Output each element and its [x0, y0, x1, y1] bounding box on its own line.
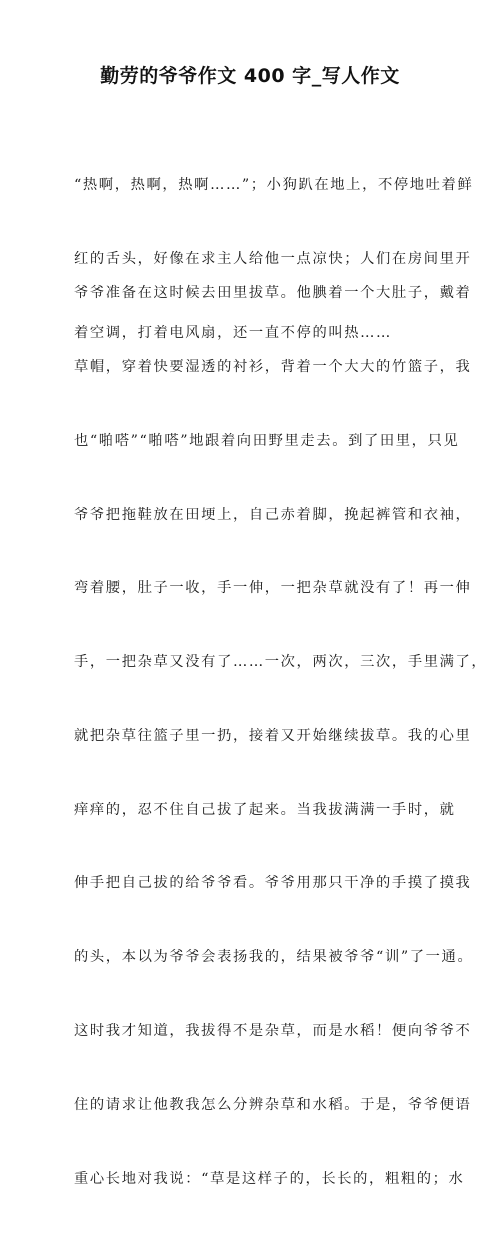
paragraph-line: 住的请求让他教我怎么分辨杂草和水稻。于是，爷爷便语 — [74, 1096, 472, 1113]
paragraph-line: 手，一把杂草又没有了……一次，两次，三次，手里满了， — [74, 654, 488, 671]
article-title: 勤劳的爷爷作文 400 字_写人作文 — [100, 65, 400, 87]
paragraph-line: 这时我才知道，我拔得不是杂草，而是水稻！便向爷爷不 — [74, 1023, 472, 1039]
paragraph-line: 爷爷准备在这时候去田里拔草。他腆着一个大肚子，戴着 — [74, 285, 472, 302]
paragraph-line: 就把杂草往篮子里一扔，接着又开始继续拔草。我的心里 — [74, 727, 472, 744]
paragraph-line: “热啊，热啊，热啊……”；小狗趴在地上，不停地吐着鲜 — [74, 177, 474, 194]
paragraph-line: 弯着腰，肚子一收，手一伸，一把杂草就没有了！再一伸 — [74, 580, 472, 597]
paragraph-line: 草帽，穿着快要湿透的衬衫，背着一个大大的竹篮子，我 — [74, 358, 472, 375]
paragraph-line: 伸手把自己拔的给爷爷看。爷爷用那只干净的手摸了摸我 — [74, 875, 472, 892]
paragraph-line: 爷爷把拖鞋放在田埂上，自己赤着脚，挽起裤管和衣袖， — [74, 506, 472, 523]
paragraph-line: 重心长地对我说：“草是这样子的，长长的，粗粗的；水 — [74, 1170, 465, 1187]
paragraph-line: 着空调，打着电风扇，还一直不停的叫热…… — [74, 324, 392, 341]
paragraph-2 — [74, 232, 488, 1240]
paragraph-line: 痒痒的，忍不住自己拔了起来。当我拔满满一手时，就 — [74, 801, 456, 818]
paragraph-line: 红的舌头，好像在求主人给他一点凉快；人们在房间里开 — [74, 250, 472, 267]
paragraph-line: 的头，本以为爷爷会表扬我的，结果被爷爷“训”了一通。 — [74, 949, 474, 966]
paragraph-line: 也“啪嗒”“啪嗒”地跟着向田野里走去。到了田里，只见 — [74, 432, 460, 449]
